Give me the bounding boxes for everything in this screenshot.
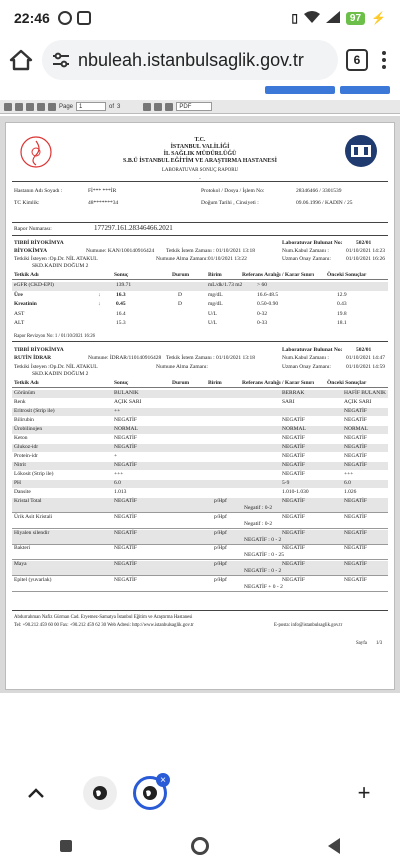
table-cell: Bakteri — [14, 545, 31, 552]
approve-value: 01/10/2021 16:26 — [346, 256, 385, 262]
header-line-2: İSTANBUL VALİLİĞİ — [170, 144, 230, 150]
system-navigation — [0, 826, 400, 866]
table-cell: mg/dL — [208, 301, 223, 307]
table-cell: AÇIK SARI — [114, 399, 142, 405]
tab-globe-active-icon[interactable] — [133, 776, 167, 810]
table-cell: BERRAK — [282, 390, 305, 396]
table-cell: HAFİF BULANIK — [344, 390, 387, 396]
pdf-page — [5, 122, 395, 690]
table-cell: +++ — [114, 471, 124, 477]
accept-label: Num.Kabul Zamanı : — [282, 248, 329, 254]
request-time: Tetkik İstem Zamanı : 01/10/2021 13:18 — [166, 248, 255, 254]
table-cell: +++ — [344, 471, 354, 477]
table-cell: p/Hpf — [214, 498, 227, 504]
table-row — [12, 426, 388, 434]
table-cell: 16.3 — [116, 291, 126, 298]
results-table — [12, 390, 388, 608]
table-cell: + — [114, 453, 118, 459]
home-icon — [9, 49, 33, 71]
request-time: Tetkik İstem Zamanı : 01/10/2021 13:18 — [166, 355, 255, 361]
table-cell: NEGATİF — [282, 577, 305, 583]
table-cell: Eritrosit (Strip ile) — [14, 408, 55, 414]
table-cell: Bilirubin — [14, 417, 34, 423]
results-table — [12, 282, 388, 332]
header-line-4: S.B.Ü İSTANBUL EĞİTİM VE ARAŞTIRMA HASTANESİ — [123, 158, 277, 164]
table-row — [12, 489, 388, 497]
table-row — [12, 498, 388, 513]
department: SKD.KADIN DOĞUM 2 — [32, 371, 89, 377]
report-subtitle: LABORATUVAR SONUÇ RAPORU — [161, 168, 239, 173]
table-cell: 1.010-1.030 — [282, 489, 309, 495]
table-cell: eGFR (CKD-EPI) — [14, 282, 54, 288]
table-cell: NEGATİF — [282, 545, 305, 552]
table-cell: ++ — [114, 408, 121, 414]
zoom-select[interactable]: PDF — [176, 102, 212, 111]
page-label: Sayfa — [356, 641, 367, 646]
table-cell: NEGATİF — [344, 529, 367, 536]
table-cell: 12.9 — [337, 291, 347, 298]
table-cell: NEGATİF — [344, 408, 367, 414]
urinalysis-section — [6, 342, 394, 610]
page-button[interactable] — [340, 86, 390, 94]
page-value: 1/3 — [376, 641, 383, 646]
table-cell: NEGATİF — [282, 513, 305, 520]
table-row — [12, 561, 388, 576]
table-cell: NEGATİF — [114, 545, 137, 552]
table-cell: p/Hpf — [214, 513, 227, 520]
table-cell: p/Hpf — [214, 561, 227, 568]
table-cell: ALT — [14, 320, 25, 326]
col-header: Sonuç — [114, 380, 129, 386]
zoom-out-icon[interactable] — [154, 103, 162, 111]
table-row — [12, 282, 388, 291]
report-number-value: 177297.161.28346466.2021 — [94, 224, 173, 232]
report-number-label: Rapor Numarası: — [14, 226, 52, 232]
header-dash: - — [199, 177, 201, 182]
lab-no-label: Laboratuvar Bulunat No: — [282, 347, 343, 353]
approve-value: 01/10/2021 14:59 — [346, 364, 385, 370]
table-cell: NEGATİF + 0 - 2 — [244, 584, 283, 590]
table-cell: NORMAL — [344, 426, 368, 432]
table-cell: Negatif : 0-2 — [244, 505, 273, 511]
table-cell: 16.6-48.5 — [257, 291, 279, 298]
approve-label: Uzman Onay Zamanı: — [282, 364, 331, 370]
menu-icon[interactable] — [376, 51, 392, 69]
col-header: Önceki Sonuçlar — [327, 380, 367, 386]
close-tab-icon[interactable]: × — [156, 773, 170, 787]
table-cell: NORMAL — [282, 426, 306, 432]
table-cell: NEGATİF — [114, 444, 137, 450]
section-title: TIBBİ BİYOKİMYA — [14, 240, 64, 246]
col-header: Birim — [208, 380, 222, 386]
table-cell: NEGATİF — [344, 561, 367, 568]
of-label: of — [109, 103, 115, 110]
up-arrow-icon[interactable] — [37, 103, 45, 111]
protocol-label: Protokol / Dosya / İşlem No: — [201, 188, 265, 194]
table-row — [12, 444, 388, 452]
table-cell: Üre — [14, 291, 23, 298]
table-cell: 15.3 — [116, 320, 126, 326]
table-cell: NEGATİF — [344, 462, 367, 468]
sample-time: Numune Alma Zamanı:01/10/2021 13:22 — [156, 256, 247, 262]
table-cell: U/L — [208, 310, 217, 317]
lab-no-label: Laboratuvar Bulunat No: — [282, 240, 343, 246]
table-cell: U/L — [208, 320, 217, 326]
table-cell: NEGATİF — [282, 417, 305, 423]
tc-value: 48*******34 — [88, 200, 119, 206]
table-cell: NEGATİF — [344, 498, 367, 504]
table-cell: 16.4 — [116, 310, 126, 317]
page-label: Page — [59, 103, 74, 110]
table-row — [12, 399, 388, 407]
table-cell: NEGATİF — [114, 417, 137, 423]
tab-globe-icon[interactable] — [83, 776, 117, 810]
table-cell: Negatif : 0-2 — [244, 520, 273, 527]
revision-note: Rapor Revizyon No: 1 / 01/10/2021 16:26 — [14, 334, 96, 339]
table-row — [12, 480, 388, 488]
pdf-viewer[interactable] — [0, 116, 400, 693]
browser-toolbar — [0, 36, 400, 84]
status-time: 22:46 — [14, 10, 50, 26]
table-row — [12, 292, 388, 301]
table-cell: Hiyalen silendir — [14, 529, 50, 536]
table-cell: 0.45 — [116, 301, 126, 307]
table-row — [12, 577, 388, 592]
site-info-icon[interactable] — [52, 51, 70, 69]
footer-email: E-posta: info@istanbulsaglik.gov.tr — [274, 623, 343, 628]
table-cell: 139.71 — [116, 282, 132, 288]
table-row — [12, 311, 388, 320]
table-header — [12, 380, 388, 388]
requester: Tetkiki İsteyen :Op.Dr. NİL ATAKUL — [14, 364, 98, 370]
col-header: Birim — [208, 272, 222, 278]
col-header: Önceki Sonuçlar — [327, 272, 367, 278]
tab-switcher-button[interactable]: 6 — [346, 49, 368, 71]
table-row — [12, 530, 388, 545]
table-cell: NEGATİF — [344, 453, 367, 459]
low-arrow-icon: ↓ — [98, 301, 101, 307]
table-cell: > 60 — [257, 282, 267, 288]
table-cell: BULANIK — [114, 390, 139, 396]
new-tab-plus-icon[interactable]: + — [357, 780, 371, 805]
department: SKD.KADIN DOĞUM 2 — [32, 263, 89, 269]
table-row — [12, 514, 388, 529]
table-cell: 0-33 — [257, 320, 268, 326]
bottom-toolbar — [0, 760, 400, 826]
table-cell: mL/dk/1.73 m2 — [208, 282, 243, 288]
zoom-in-icon[interactable] — [165, 103, 173, 111]
table-cell: 1.013 — [114, 489, 127, 495]
table-cell: PH — [14, 480, 22, 486]
table-cell: NEGATİF — [114, 435, 137, 441]
table-cell: Ürik Asit Kristali — [14, 513, 53, 520]
table-cell: Keton — [14, 435, 28, 441]
table-cell: NEGATİF — [344, 577, 367, 583]
table-cell: NEGATİF — [282, 453, 305, 459]
table-cell: Ürobilinojen — [14, 426, 43, 432]
table-cell: NEGATİF — [344, 435, 367, 441]
battery-indicator: 97 — [346, 12, 365, 25]
table-row — [12, 462, 388, 470]
col-header: Durum — [172, 272, 190, 278]
table-row — [12, 320, 388, 329]
page-top-strip — [0, 84, 400, 100]
table-cell: p/Hpf — [214, 577, 227, 583]
vibrate-icon: ▯ — [291, 11, 298, 25]
table-cell: NEGATİF — [114, 462, 137, 468]
table-cell: NEGATİF — [282, 498, 305, 504]
table-cell: p/Hpf — [214, 529, 227, 536]
accept-value: 01/10/2021 14:47 — [346, 355, 385, 361]
url-text: nbuleah.istanbulsaglik.gov.tr — [78, 49, 304, 70]
table-cell: NEGATİF — [344, 417, 367, 423]
footer-contact: Tel: +90.212 459 60 00 Fax: +90.212 459 62 30 Web Adresi: http://www.istanbulsaglik.gov.tr — [14, 623, 194, 628]
table-cell: NEGATİF — [282, 435, 305, 441]
table-cell: D — [178, 291, 182, 298]
table-row — [12, 408, 388, 416]
col-header: Tetkik Adı — [14, 272, 39, 278]
col-header: Referans Aralığı / Karar Sınırı — [242, 272, 315, 278]
table-cell: NEGATİF — [282, 462, 305, 468]
table-row — [12, 471, 388, 479]
page-input[interactable]: 1 — [76, 102, 106, 111]
table-cell: NEGATİF — [344, 513, 367, 520]
sample-id: Numune: İDRAR/110140916428 — [88, 355, 162, 361]
fit-icon[interactable] — [143, 103, 151, 111]
table-cell: Görünüm — [14, 390, 36, 396]
protocol-value: 28346466 / 3301539 — [296, 188, 342, 194]
table-cell: 0.50-0.90 — [257, 301, 279, 307]
report-footer — [6, 611, 394, 651]
table-cell: Glukoz-idr — [14, 444, 39, 450]
table-row — [12, 545, 388, 560]
table-cell: Kreatinin — [14, 301, 37, 307]
table-cell: p/Hpf — [214, 545, 227, 552]
table-cell: NEGATİF : 0 - 2 — [244, 568, 282, 575]
table-cell: NEGATİF : 0 - 25 — [244, 552, 285, 559]
dob-value: 09.06.1996 / KADIN / 25 — [296, 200, 353, 206]
sample-id: Numune: KAN/100140916424 — [86, 248, 155, 254]
section-title: TIBBİ BİYOKİMYA — [14, 347, 64, 353]
col-header: Tetkik Adı — [14, 380, 39, 386]
table-header — [12, 272, 388, 280]
table-cell: Renk — [14, 399, 26, 405]
table-cell: NEGATİF — [114, 498, 137, 504]
home-button[interactable] — [8, 47, 34, 73]
col-header: Referans Aralığı / Karar Sınırı — [242, 380, 315, 386]
table-cell: 18.1 — [337, 320, 347, 326]
approve-label: Uzman Onay Zamanı: — [282, 256, 331, 262]
report-header — [6, 123, 394, 181]
hospital-logo-icon — [340, 133, 382, 169]
table-cell: NEGATİF — [114, 529, 137, 536]
tc-label: TC Kimlik: — [14, 200, 40, 206]
table-cell: NEGATİF — [344, 444, 367, 450]
header-line-3: İL SAĞLIK MÜDÜRLÜĞÜ — [163, 151, 237, 157]
home-system-button[interactable] — [191, 837, 209, 855]
table-cell: Kristal Total — [14, 498, 42, 504]
dob-label: Doğum Tarihi , Cinsiyeti : — [201, 200, 259, 206]
table-cell: NEGATİF — [282, 471, 305, 477]
name-label: Hastanın Adı Soyadı : — [14, 188, 63, 194]
chevron-up-icon[interactable] — [18, 775, 54, 811]
table-cell: Nitrit — [14, 462, 26, 468]
table-cell: Maya — [14, 561, 27, 568]
name-value: Fİ*** ***İR — [88, 188, 117, 194]
print-icon[interactable] — [4, 103, 12, 111]
address-bar[interactable] — [42, 40, 338, 80]
table-cell: D — [178, 301, 182, 307]
table-cell: 1.026 — [344, 489, 357, 495]
table-row — [12, 301, 388, 310]
accept-label: Num.Kabul Zamanı : — [282, 355, 329, 361]
table-cell: 19.8 — [337, 310, 347, 317]
table-cell: SARI — [282, 399, 295, 405]
col-header: Sonuç — [114, 272, 129, 278]
table-row — [12, 390, 388, 398]
requester: Tetkiki İsteyen :Op.Dr. NİL ATAKUL — [14, 256, 98, 262]
table-cell: AÇIK SARI — [344, 399, 372, 405]
signal-icon — [326, 10, 340, 26]
search-icon[interactable] — [26, 103, 34, 111]
table-cell: Lökosit (Strip ile) — [14, 471, 54, 477]
instagram-icon — [77, 11, 91, 25]
col-header: Durum — [172, 380, 190, 386]
table-row — [12, 417, 388, 425]
total-pages: 3 — [117, 103, 121, 110]
table-row — [12, 453, 388, 461]
status-bar — [0, 0, 400, 36]
lab-no-value: 502/01 — [356, 347, 372, 353]
footer-address: Abdurrahman Nafiz Gürman Cad. Eryemez-Samatya İstanbul Eğitim ve Araştırma Hastanesi — [14, 615, 193, 620]
recents-button[interactable] — [60, 840, 72, 852]
section-sub: BİYOKİMYA — [14, 248, 48, 254]
table-cell: NEGATİF : 0 - 2 — [244, 536, 282, 543]
table-cell: AST — [14, 310, 25, 317]
table-cell: NEGATİF — [282, 444, 305, 450]
table-cell: NEGATİF — [114, 513, 137, 520]
biochemistry-section — [6, 236, 394, 341]
table-cell: 6.0 — [114, 480, 121, 486]
table-cell: Epitel (yuvarlak) — [14, 577, 52, 583]
patient-info — [6, 182, 394, 222]
charging-icon: ⚡ — [371, 11, 386, 25]
table-cell: Protein-idr — [14, 453, 38, 459]
table-cell: NEGATİF — [282, 529, 305, 536]
header-line-1: T.C. — [194, 137, 206, 143]
table-cell: mg/dL — [208, 291, 223, 298]
accept-value: 01/10/2021 14:23 — [346, 248, 385, 254]
table-cell: NEGATİF — [114, 561, 137, 568]
pdf-toolbar — [0, 100, 400, 114]
table-cell: NORMAL — [114, 426, 138, 432]
section-sub: RUTİN İDRAR — [14, 355, 52, 361]
down-arrow-icon[interactable] — [48, 103, 56, 111]
table-cell: Dansite — [14, 489, 31, 495]
table-cell: NEGATİF — [282, 561, 305, 568]
page-button[interactable] — [265, 86, 335, 94]
lab-no-value: 502/01 — [356, 240, 372, 246]
table-cell: 6.0 — [344, 480, 351, 486]
table-cell: 0.43 — [337, 301, 347, 307]
table-cell: 5-9 — [282, 480, 290, 486]
table-cell: NEGATİF — [344, 545, 367, 552]
table-cell: 0-32 — [257, 310, 268, 317]
save-icon[interactable] — [15, 103, 23, 111]
low-arrow-icon: ↓ — [98, 291, 101, 298]
wifi-icon — [304, 10, 320, 26]
back-button[interactable] — [328, 838, 340, 854]
table-row — [12, 435, 388, 443]
alarm-icon — [58, 11, 72, 25]
sample-time: Numune Alma Zamanı: — [156, 364, 208, 370]
table-cell: NEGATİF — [114, 577, 137, 583]
